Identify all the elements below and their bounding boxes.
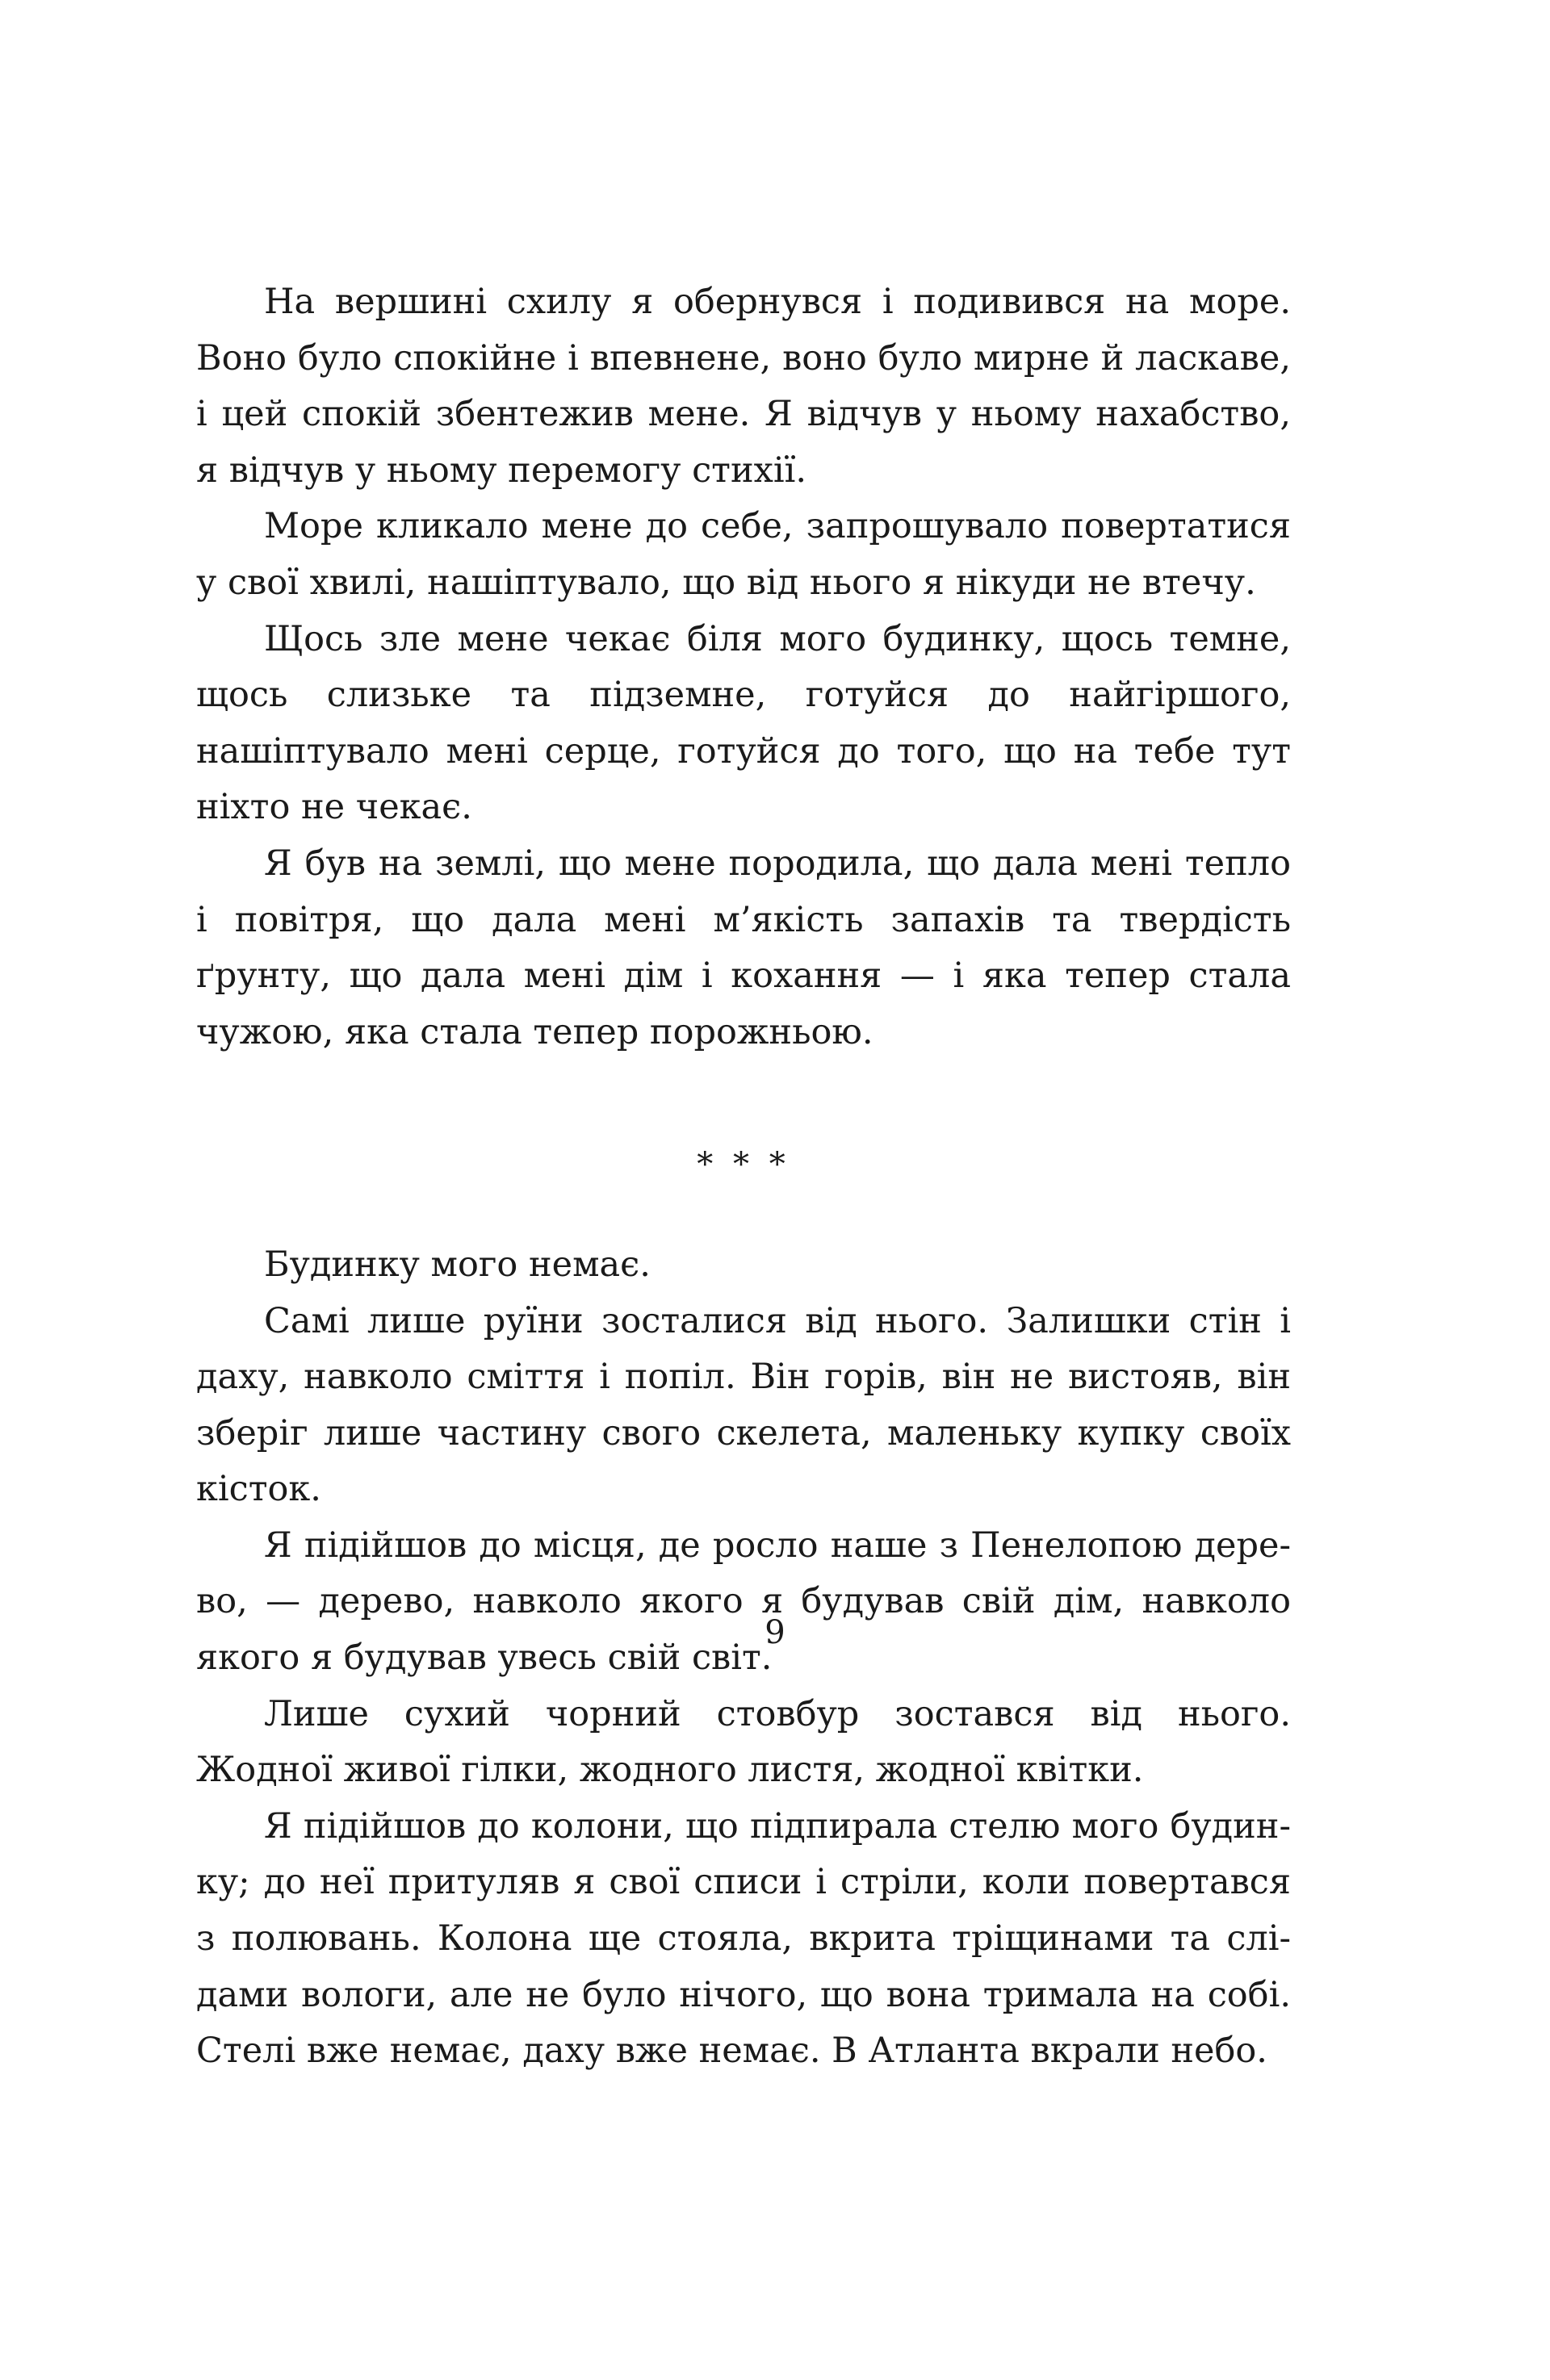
- paragraph: Я підійшов до колони, що підпирала стелю мого будинку; до неї притуляв я свої списи і стріли, коли повертався з полювань. Колона ще стояла, вкрита тріщинами та слідами вологи, але не було нічого, що вона тримала на собі. Стелі вже немає, даху вже немає. В Атланта вкрали небо.: [196, 1805, 1291, 2072]
- paragraph: Будинку мого немає.: [264, 1244, 651, 1285]
- section-divider: * * *: [697, 1146, 790, 1184]
- paragraph: Море кликало мене до себе, запрошувало повертатися у свої хвилі, нашіптувало, що від нього я нікуди не втечу.: [196, 506, 1291, 603]
- paragraph: Щось зле мене чекає біля мого будинку, щось темне, щось слизьке та підземне, готуйся до найгіршого, нашіптувало мені серце, готуйся до того, що на тебе тут ніхто не чекає.: [196, 618, 1291, 828]
- paragraph: Я був на землі, що мене породила, що дала мені тепло і повітря, що дала мені м’якість запахів та твердість ґрунту, що дала мені дім і кохання — і яка тепер стала чужою, яка стала тепер порожньою.: [196, 843, 1291, 1052]
- section-two: [196, 1237, 1291, 2080]
- section-one: [196, 274, 1291, 1060]
- page-number: 9: [765, 1614, 785, 1651]
- book-page-text: [196, 274, 1291, 2080]
- paragraph: Я підійшов до місця, де росло наше з Пенелопою дерево, — дерево, навколо якого я будував свій дім, навколо якого я будував увесь свій світ.: [196, 1525, 1291, 1679]
- paragraph: На вершині схилу я обернувся і подивився на море. Воно було спокійне і впевнене, воно було мирне й ласкаве, і цей спокій збентежив мене. Я відчув у ньому нахабство, я відчув у ньому перемогу стихії.: [196, 282, 1291, 491]
- paragraph: Самі лише руїни зосталися від нього. Залишки стін і даху, навколо сміття і попіл. Він горів, він не вистояв, він зберіг лише частину свого скелета, маленьку купку своїх кісток.: [196, 1300, 1291, 1510]
- paragraph: Лише сухий чорний стовбур зостався від нього. Жодної живої гілки, жодного листя, жодної квітки.: [196, 1693, 1291, 1791]
